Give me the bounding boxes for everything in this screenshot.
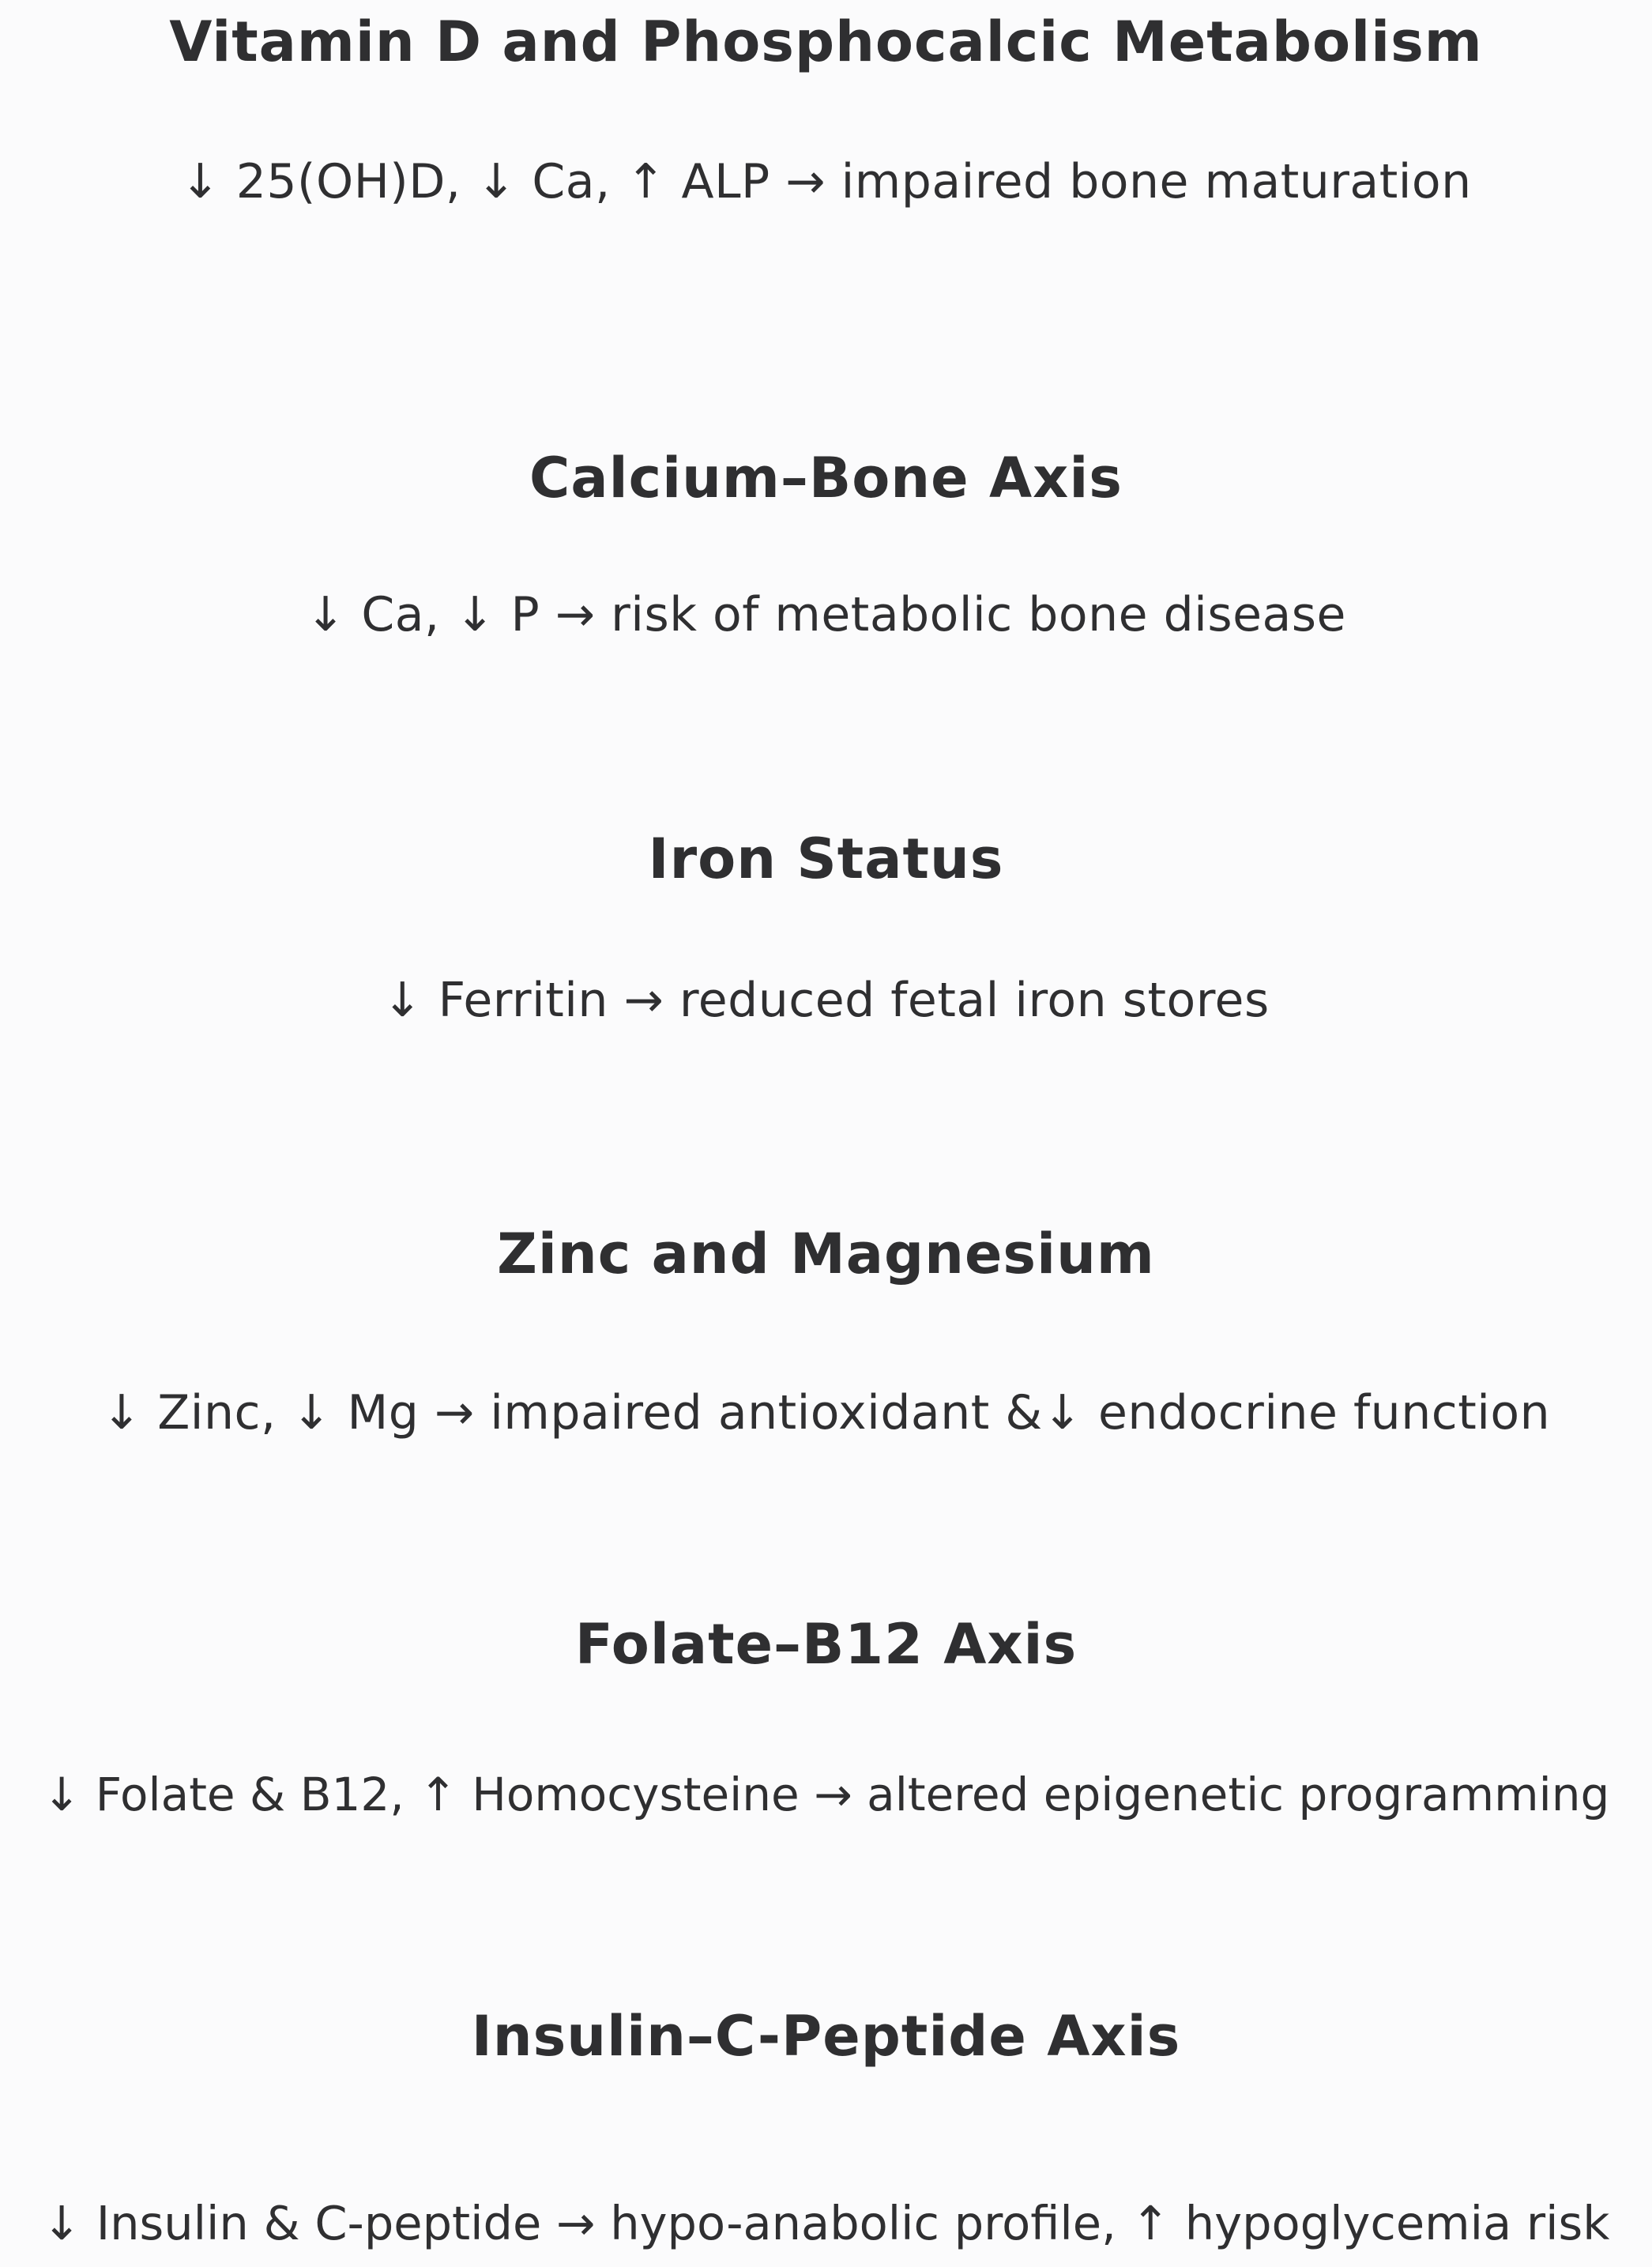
section-description-insulin-c-peptide: ↓ Insulin & C-peptide → hypo-anabolic profile, ↑ hypoglycemia risk [42,2196,1610,2250]
section-description-calcium-bone: ↓ Ca, ↓ P → risk of metabolic bone disease [306,587,1346,642]
section-description-iron-status: ↓ Ferritin → reduced fetal iron stores [382,973,1270,1028]
section-description-vitamin-d: ↓ 25(OH)D, ↓ Ca, ↑ ALP → impaired bone maturation [180,154,1472,209]
section-heading-zinc-magnesium: Zinc and Magnesium [497,1222,1155,1286]
section-description-folate-b12: ↓ Folate & B12, ↑ Homocysteine → altered epigenetic programming [42,1768,1610,1821]
section-heading-insulin-c-peptide: Insulin–C-Peptide Axis [471,2004,1181,2069]
section-heading-calcium-bone: Calcium–Bone Axis [529,446,1123,510]
section-heading-iron-status: Iron Status [648,827,1004,891]
section-description-zinc-magnesium: ↓ Zinc, ↓ Mg → impaired antioxidant &↓ endocrine function [101,1385,1551,1440]
section-heading-folate-b12: Folate–B12 Axis [574,1612,1078,1677]
section-heading-vitamin-d: Vitamin D and Phosphocalcic Metabolism [169,9,1483,74]
